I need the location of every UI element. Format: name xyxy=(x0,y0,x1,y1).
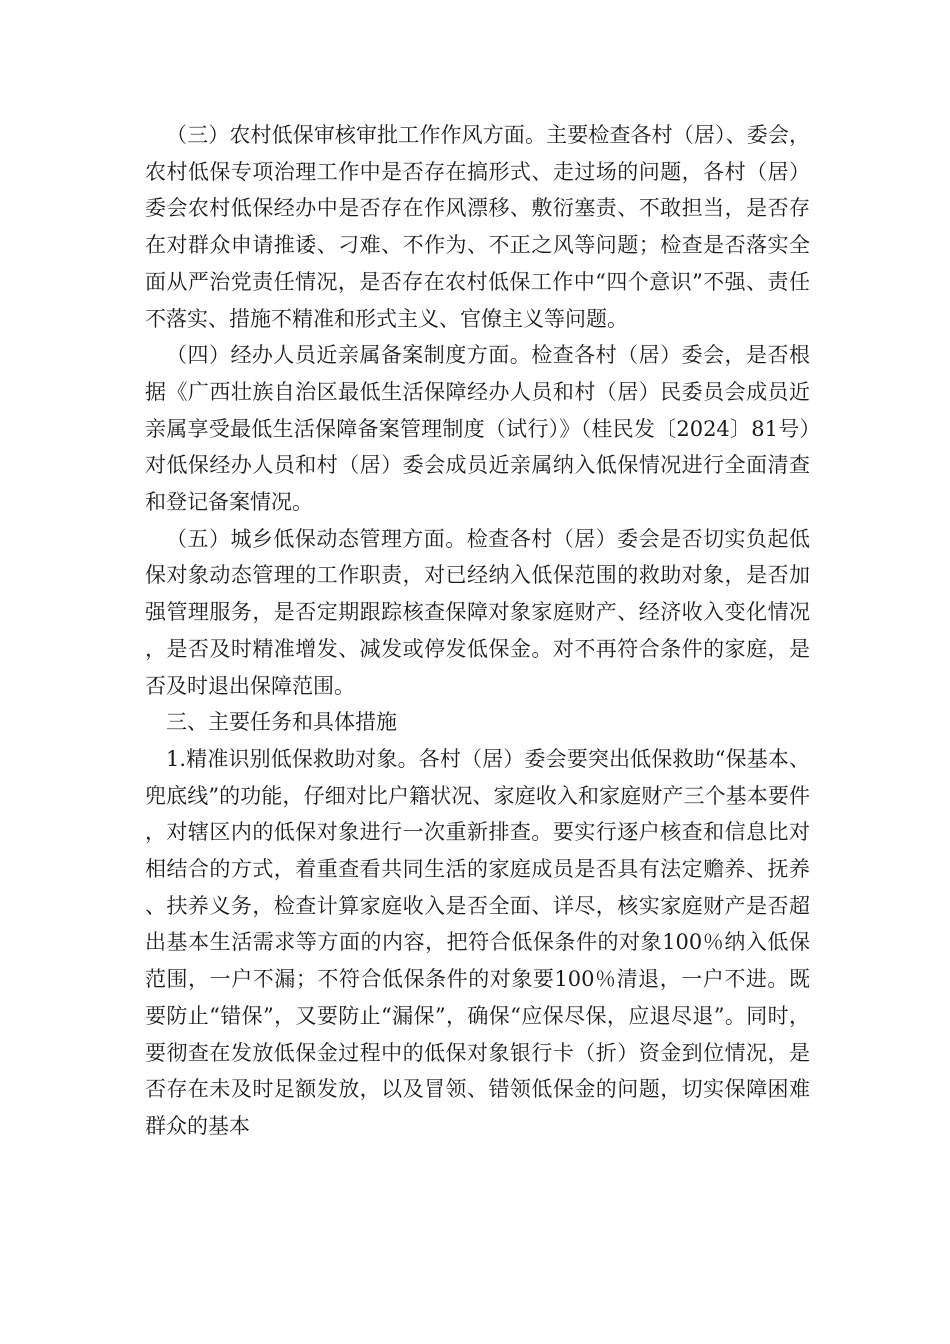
document-page xyxy=(145,117,810,1145)
paragraph-work-style: （三）农村低保审核审批工作作风方面。主要检查各村（居）、委会，农村低保专项治理工作中是否存在搞形式、走过场的问题，各村（居）委会农村低保经办中是否存在作风漂移、敷衍塞责、不敢担当，是否存在对群众申请推诿、刁难、不作为、不正之风等问题；检查是否落实全面从严治党责任情况，是否存在农村低保工作中“四个意识”不强、责任不落实、措施不精准和形式主义、官僚主义等问题。 xyxy=(145,123,810,331)
section-heading-main-tasks: 三、主要任务和具体措施 xyxy=(166,710,397,735)
paragraph-dynamic-management: （五）城乡低保动态管理方面。检查各村（居）委会是否切实负起低保对象动态管理的工作职责，对已经纳入低保范围的救助对象，是否加强管理服务，是否定期跟踪核查保障对象家庭财产、经济收入变化情况，是否及时精准增发、减发或停发低保金。对不再符合条件的家庭，是否及时退出保障范围。 xyxy=(145,526,810,698)
paragraph-task-identification: 1.精准识别低保救助对象。各村（居）委会要突出低保救助“保基本、兜底线”的功能，仔细对比户籍状况、家庭收入和家庭财产三个基本要件，对辖区内的低保对象进行一次重新排查。要实行逐户核查和信息比对相结合的方式，着重查看共同生活的家庭成员是否具有法定赡养、抚养、扶养义务，检查计算家庭收入是否全面、详尽，核实家庭财产是否超出基本生活需求等方面的内容，把符合低保条件的对象100％纳入低保范围，一户不漏；不符合低保条件的对象要100％清退，一户不进。既要防止“错保”，又要防止“漏保”，确保“应保尽保，应退尽退”。同时，要彻查在发放低保金过程中的低保对象银行卡（折）资金到位情况，是否存在未及时足额发放，以及冒领、错领低保金的问题，切实保障困难群众的基本 xyxy=(145,746,810,1138)
paragraph-relatives-filing: （四）经办人员近亲属备案制度方面。检查各村（居）委会，是否根据《广西壮族自治区最低生活保障经办人员和村（居）民委员会成员近亲属享受最低生活保障备案管理制度（试行）》（桂民发〔2024〕81号）对低保经办人员和村（居）委会成员近亲属纳入低保情况进行全面清查和登记备案情况。 xyxy=(145,343,810,515)
